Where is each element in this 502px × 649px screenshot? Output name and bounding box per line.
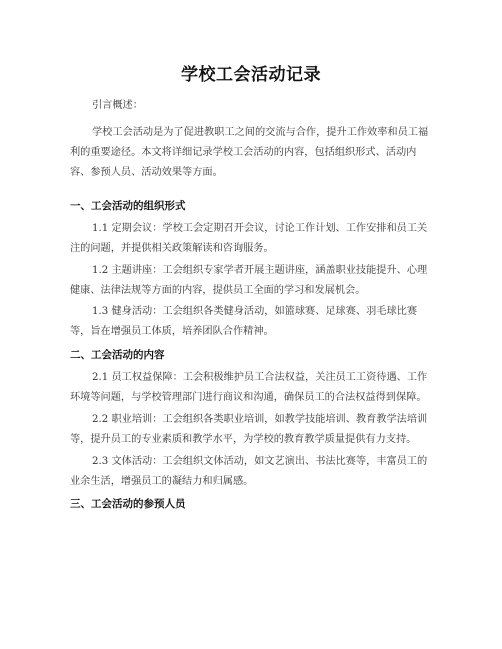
section-2-item-1: 2.1 员工权益保障：工会积极维护员工合法权益，关注员工工资待遇、工作环境等问题，与学校管理部门进行商议和沟通，确保员工的合法权益得到保障。 bbox=[70, 372, 428, 403]
section-heading-1: 一、工会活动的组织形式 bbox=[70, 200, 186, 212]
section-2-item-2: 2.2 职业培训：工会组织各类职业培训，如教学技能培训、教育教学法培训等，提升员工的专业素质和教学水平，为学校的教育教学质量提供有力支持。 bbox=[70, 414, 428, 445]
section-1-item-3: 1.3 健身活动：工会组织各类健身活动，如篮球赛、足球赛、羽毛球比赛等，旨在增强员工体质，培养团队合作精神。 bbox=[70, 306, 418, 337]
page-title: 学校工会活动记录 bbox=[181, 65, 321, 85]
section-heading-3: 三、工会活动的参预人员 bbox=[70, 498, 186, 510]
intro-label: 引言概述： bbox=[92, 100, 143, 111]
section-heading-2: 二、工会活动的内容 bbox=[70, 349, 165, 361]
section-2-item-3: 2.3 文体活动：工会组织文体活动，如文艺演出、书法比赛等，丰富员工的业余生活，增强员工的凝结力和归属感。 bbox=[70, 456, 428, 487]
section-1-item-2: 1.2 主题讲座：工会组织专家学者开展主题讲座，涵盖职业技能提升、心理健康、法律法规等方面的内容，提供员工全面的学习和发展机会。 bbox=[70, 265, 428, 296]
section-1-item-1: 1.1 定期会议：学校工会定期召开会议，讨论工作计划、工作安排和员工关注的问题，并提供相关政策解读和咨询服务。 bbox=[70, 223, 428, 254]
intro-paragraph: 学校工会活动是为了促进教职工之间的交流与合作，提升工作效率和员工福利的重要途径。本文将详细记录学校工会活动的内容，包括组织形式、活动内容、参预人员、活动效果等方面。 bbox=[70, 127, 429, 178]
